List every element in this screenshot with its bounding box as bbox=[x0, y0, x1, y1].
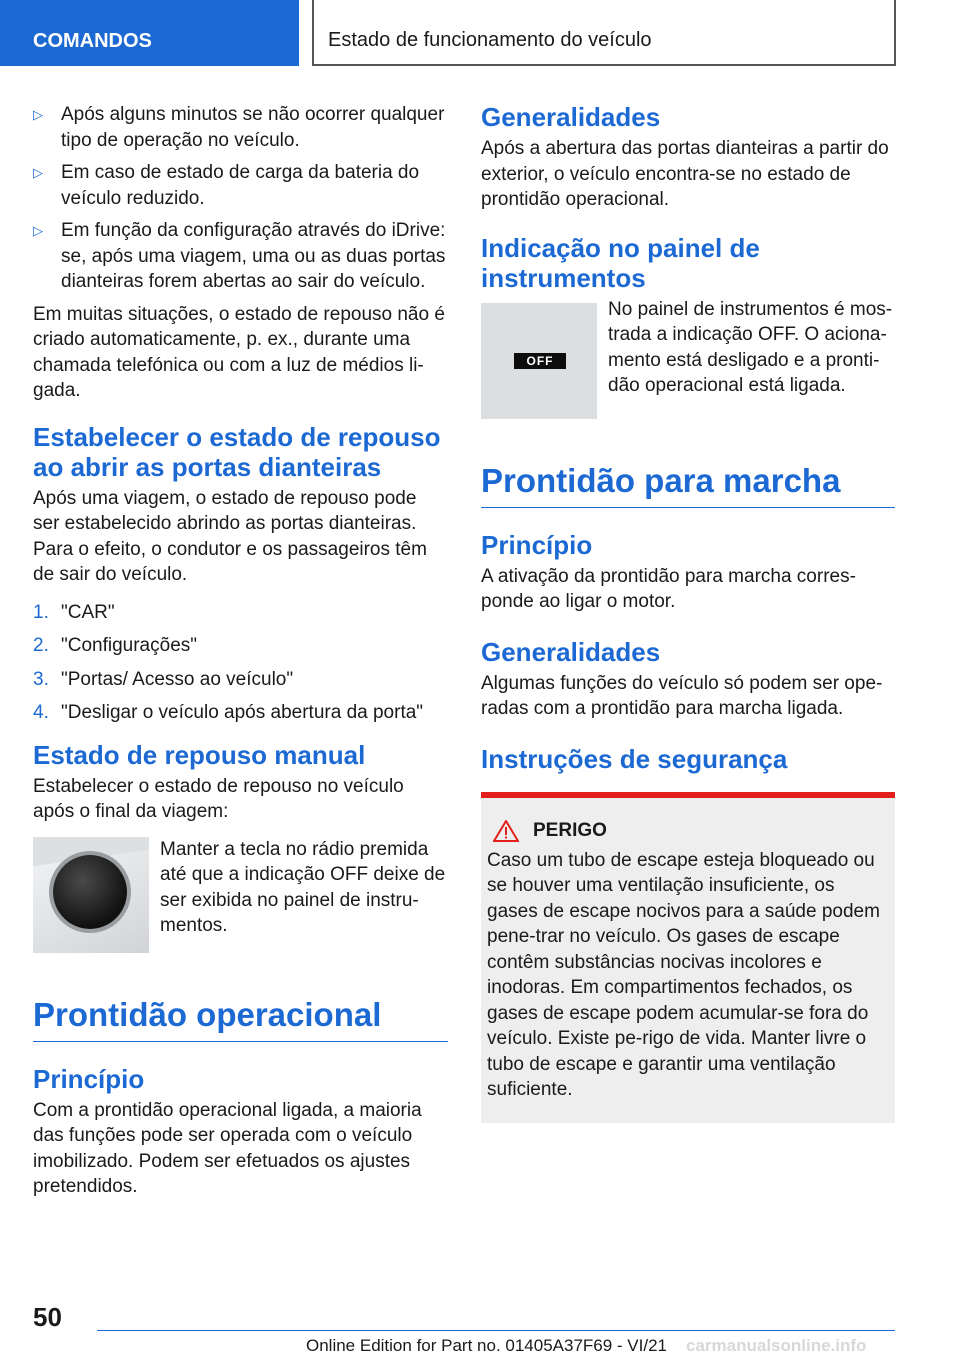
section-heading: Instruções de segurança bbox=[481, 743, 788, 774]
right-column bbox=[481, 102, 895, 1123]
warning-title: PERIGO bbox=[533, 819, 607, 841]
triangle-bullet-icon: ▷ bbox=[33, 107, 43, 122]
instrument-cluster-photo bbox=[481, 303, 597, 419]
paragraph: Em muitas situações, o estado de repouso não é criado automaticamente, p. ex., durante uma chamada telefónica ou com a luz de médios li-gada. bbox=[33, 303, 445, 401]
paragraph: Após a abertura das portas dianteiras a partir do exterior, o veículo encontra-se no estado de prontidão operacional. bbox=[481, 138, 889, 210]
chapter-heading: Prontidão operacional bbox=[33, 995, 448, 1042]
list-item: ▷ Após alguns minutos se não ocorrer qualquer tipo de operação no veículo. bbox=[33, 104, 445, 151]
header-title-box bbox=[312, 0, 896, 66]
footer-divider bbox=[97, 1330, 895, 1331]
section-heading: Indicação no painel de instrumentos bbox=[481, 232, 760, 293]
header-title: Estado de funcionamento do veículo bbox=[328, 29, 652, 51]
chapter-heading: Prontidão para marcha bbox=[481, 461, 895, 508]
section-heading: Estabelecer o estado de repouso ao abrir as portas dianteiras bbox=[33, 421, 441, 482]
figure-row bbox=[481, 298, 895, 419]
paragraph: Estabelecer o estado de repouso no veículo após o final da viagem: bbox=[33, 775, 404, 822]
section-heading: Princípio bbox=[481, 529, 593, 560]
radio-knob-icon bbox=[53, 855, 127, 929]
section-heading: Estado de repouso manual bbox=[33, 739, 366, 770]
figure-caption: Manter a tecla no rádio premida até que a indicação OFF deixe de ser exibida no painel de instru-mentos. bbox=[160, 838, 446, 936]
figure-row bbox=[33, 837, 448, 953]
triangle-bullet-icon: ▷ bbox=[33, 165, 43, 180]
danger-warning-box bbox=[481, 792, 895, 1123]
radio-button-photo bbox=[33, 837, 149, 953]
section-heading: Generalidades bbox=[481, 636, 661, 667]
list-item: ▷ Em função da configuração através do iDrive: se, após uma viagem, uma ou as duas portas dianteiras forem abertas ao sair do veículo. bbox=[33, 220, 446, 292]
paragraph: Após uma viagem, o estado de repouso pode ser estabelecido abrindo as portas dianteiras. Para o efeito, o condutor e os passageiros têm de sair do veículo. bbox=[33, 487, 427, 585]
header-section-label: COMANDOS bbox=[33, 30, 152, 52]
left-column bbox=[33, 102, 448, 1200]
off-indicator: OFF bbox=[514, 353, 566, 369]
watermark: carmanualsonline.info bbox=[686, 1336, 867, 1355]
warning-text: Caso um tubo de escape esteja bloqueado ou se houver uma ventilação insuficiente, os gases de escape nocivos para a saúde podem pene-trar no veículo. Os gases de escape contêm substâncias nocivas incolores e inodoras. Em compartimentos fechados, os gases de escape podem acumular-se fora do veículo. Existe pe-rigo de vida. Manter livre o tubo de escape e garantir uma ventilação suficiente. bbox=[487, 849, 880, 1100]
triangle-bullet-icon: ▷ bbox=[33, 223, 43, 238]
list-item: 4. "Desligar o veículo após abertura da porta" bbox=[33, 702, 424, 723]
section-heading: Generalidades bbox=[481, 102, 661, 132]
footer-edition: Online Edition for Part no. 01405A37F69 - VI/21 bbox=[306, 1336, 668, 1355]
warning-triangle-icon bbox=[493, 820, 519, 842]
list-item: 2. "Configurações" bbox=[33, 635, 198, 656]
list-item: 3. "Portas/ Acesso ao veículo" bbox=[33, 668, 294, 690]
page-number: 50 bbox=[33, 1302, 62, 1332]
list-item: 1. "CAR" bbox=[33, 601, 115, 623]
header-section-tab bbox=[0, 0, 299, 66]
section-heading: Princípio bbox=[33, 1063, 145, 1094]
bullet-list bbox=[33, 102, 448, 295]
paragraph: A ativação da prontidão para marcha corres-ponde ao ligar o motor. bbox=[481, 565, 856, 612]
warning-title-row bbox=[487, 820, 889, 842]
figure-caption: No painel de instrumentos é mos-trada a indicação OFF. O aciona-mento está desligado e a pronti-dão operacional está ligada. bbox=[608, 298, 893, 396]
steps-list bbox=[33, 600, 448, 726]
paragraph: Com a prontidão operacional ligada, a maioria das funções pode ser operada com o veículo imobilizado. Podem ser efetuados os ajustes pretendidos. bbox=[33, 1099, 422, 1197]
paragraph: Algumas funções do veículo só podem ser ope-radas com a prontidão para marcha ligada. bbox=[481, 672, 883, 719]
list-item: ▷ Em caso de estado de carga da bateria do veículo reduzido. bbox=[33, 162, 420, 209]
